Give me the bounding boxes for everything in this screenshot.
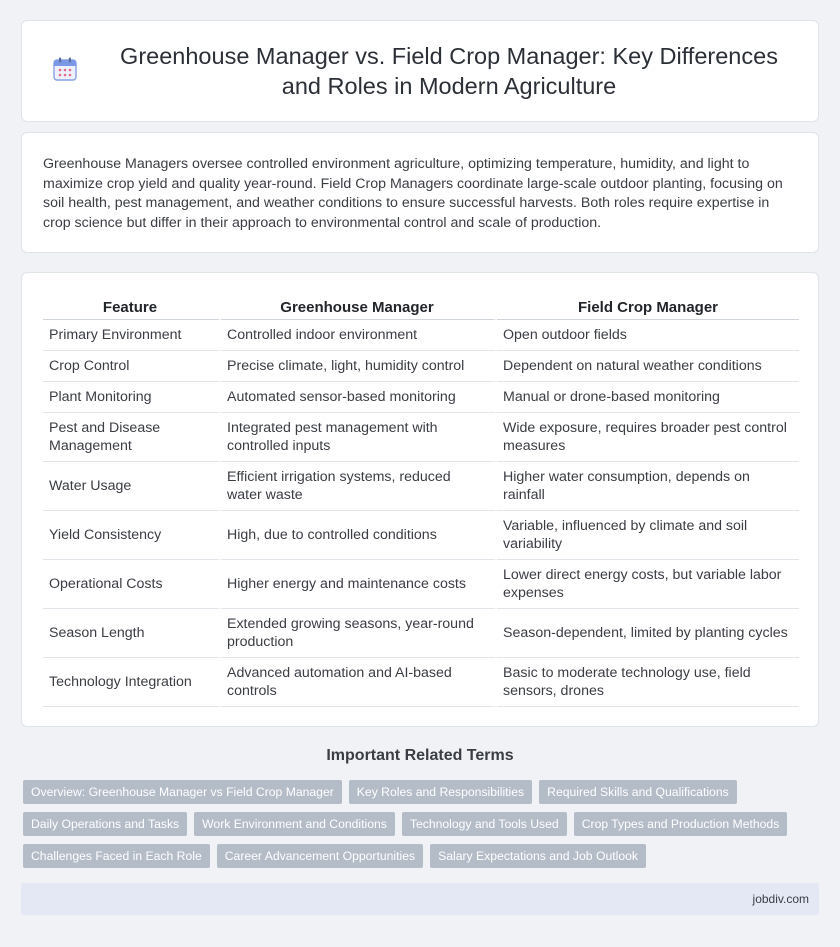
feature-cell: Technology Integration [43,658,221,707]
related-term-tag[interactable]: Work Environment and Conditions [194,812,395,836]
table-row [43,560,799,609]
page-title: Greenhouse Manager vs. Field Crop Manager: Key Differences and Roles in Modern Agriculture [120,43,778,99]
table-row [43,351,799,382]
intro-card [21,132,819,253]
feature-cell: Crop Control [43,351,221,382]
feature-cell: Water Usage [43,462,221,511]
table-row [43,511,799,560]
tag-row [23,844,823,868]
related-term-tag[interactable]: Crop Types and Production Methods [574,812,788,836]
related-term-tag[interactable]: Technology and Tools Used [402,812,567,836]
field-crop-cell: Variable, influenced by climate and soil variability [497,511,799,560]
column-header-greenhouse-manager: Greenhouse Manager [221,296,497,320]
feature-cell: Yield Consistency [43,511,221,560]
feature-cell: Primary Environment [43,320,221,351]
feature-cell: Operational Costs [43,560,221,609]
related-terms-title: Important Related Terms [326,747,514,764]
greenhouse-cell: Automated sensor-based monitoring [221,382,497,413]
title-wrap [22,21,818,121]
related-terms-tags [23,780,823,876]
related-term-tag[interactable]: Salary Expectations and Job Outlook [430,844,646,868]
field-crop-cell: Higher water consumption, depends on rainfall [497,462,799,511]
calendar-icon [52,56,78,82]
related-term-tag[interactable]: Career Advancement Opportunities [217,844,423,868]
table-row [43,382,799,413]
greenhouse-cell: Controlled indoor environment [221,320,497,351]
field-crop-cell: Wide exposure, requires broader pest control measures [497,413,799,462]
field-crop-cell: Dependent on natural weather conditions [497,351,799,382]
feature-cell: Pest and Disease Management [43,413,221,462]
related-term-tag[interactable]: Required Skills and Qualifications [539,780,737,804]
tag-row [23,812,823,836]
related-term-tag[interactable]: Overview: Greenhouse Manager vs Field Crop Manager [23,780,342,804]
related-term-tag[interactable]: Key Roles and Responsibilities [349,780,532,804]
greenhouse-cell: Integrated pest management with controlled inputs [221,413,497,462]
tag-row [23,780,823,804]
comparison-table [43,296,799,707]
comparison-card [21,272,819,727]
field-crop-cell: Season-dependent, limited by planting cycles [497,609,799,658]
greenhouse-cell: High, due to controlled conditions [221,511,497,560]
column-header-feature: Feature [43,296,221,320]
table-row [43,320,799,351]
greenhouse-cell: Efficient irrigation systems, reduced water waste [221,462,497,511]
feature-cell: Plant Monitoring [43,382,221,413]
field-crop-cell: Lower direct energy costs, but variable labor expenses [497,560,799,609]
table-row [43,462,799,511]
table-header-row [43,296,799,320]
greenhouse-cell: Precise climate, light, humidity control [221,351,497,382]
greenhouse-cell: Advanced automation and AI-based controls [221,658,497,707]
field-crop-cell: Basic to moderate technology use, field sensors, drones [497,658,799,707]
field-crop-cell: Manual or drone-based monitoring [497,382,799,413]
field-crop-cell: Open outdoor fields [497,320,799,351]
greenhouse-cell: Extended growing seasons, year-round production [221,609,497,658]
table-row [43,609,799,658]
greenhouse-cell: Higher energy and maintenance costs [221,560,497,609]
title-card [21,20,819,122]
related-term-tag[interactable]: Challenges Faced in Each Role [23,844,210,868]
footer-site-link[interactable]: jobdiv.com [752,892,809,906]
related-term-tag[interactable]: Daily Operations and Tasks [23,812,187,836]
intro-paragraph: Greenhouse Managers oversee controlled environment agriculture, optimizing temperature, humidity, and light to maximize crop yield and quality year-round. Field Crop Managers coordinate large-scale outdoor planting, focusing on soil health, pest management, and weather conditions to ensure successful harvests. Both roles require expertise in crop science but differ in their approach to environmental control and scale of production. [43,156,783,231]
feature-cell: Season Length [43,609,221,658]
table-row [43,658,799,707]
table-row [43,413,799,462]
footer-bar [21,883,819,915]
column-header-field-crop-manager: Field Crop Manager [497,296,799,320]
